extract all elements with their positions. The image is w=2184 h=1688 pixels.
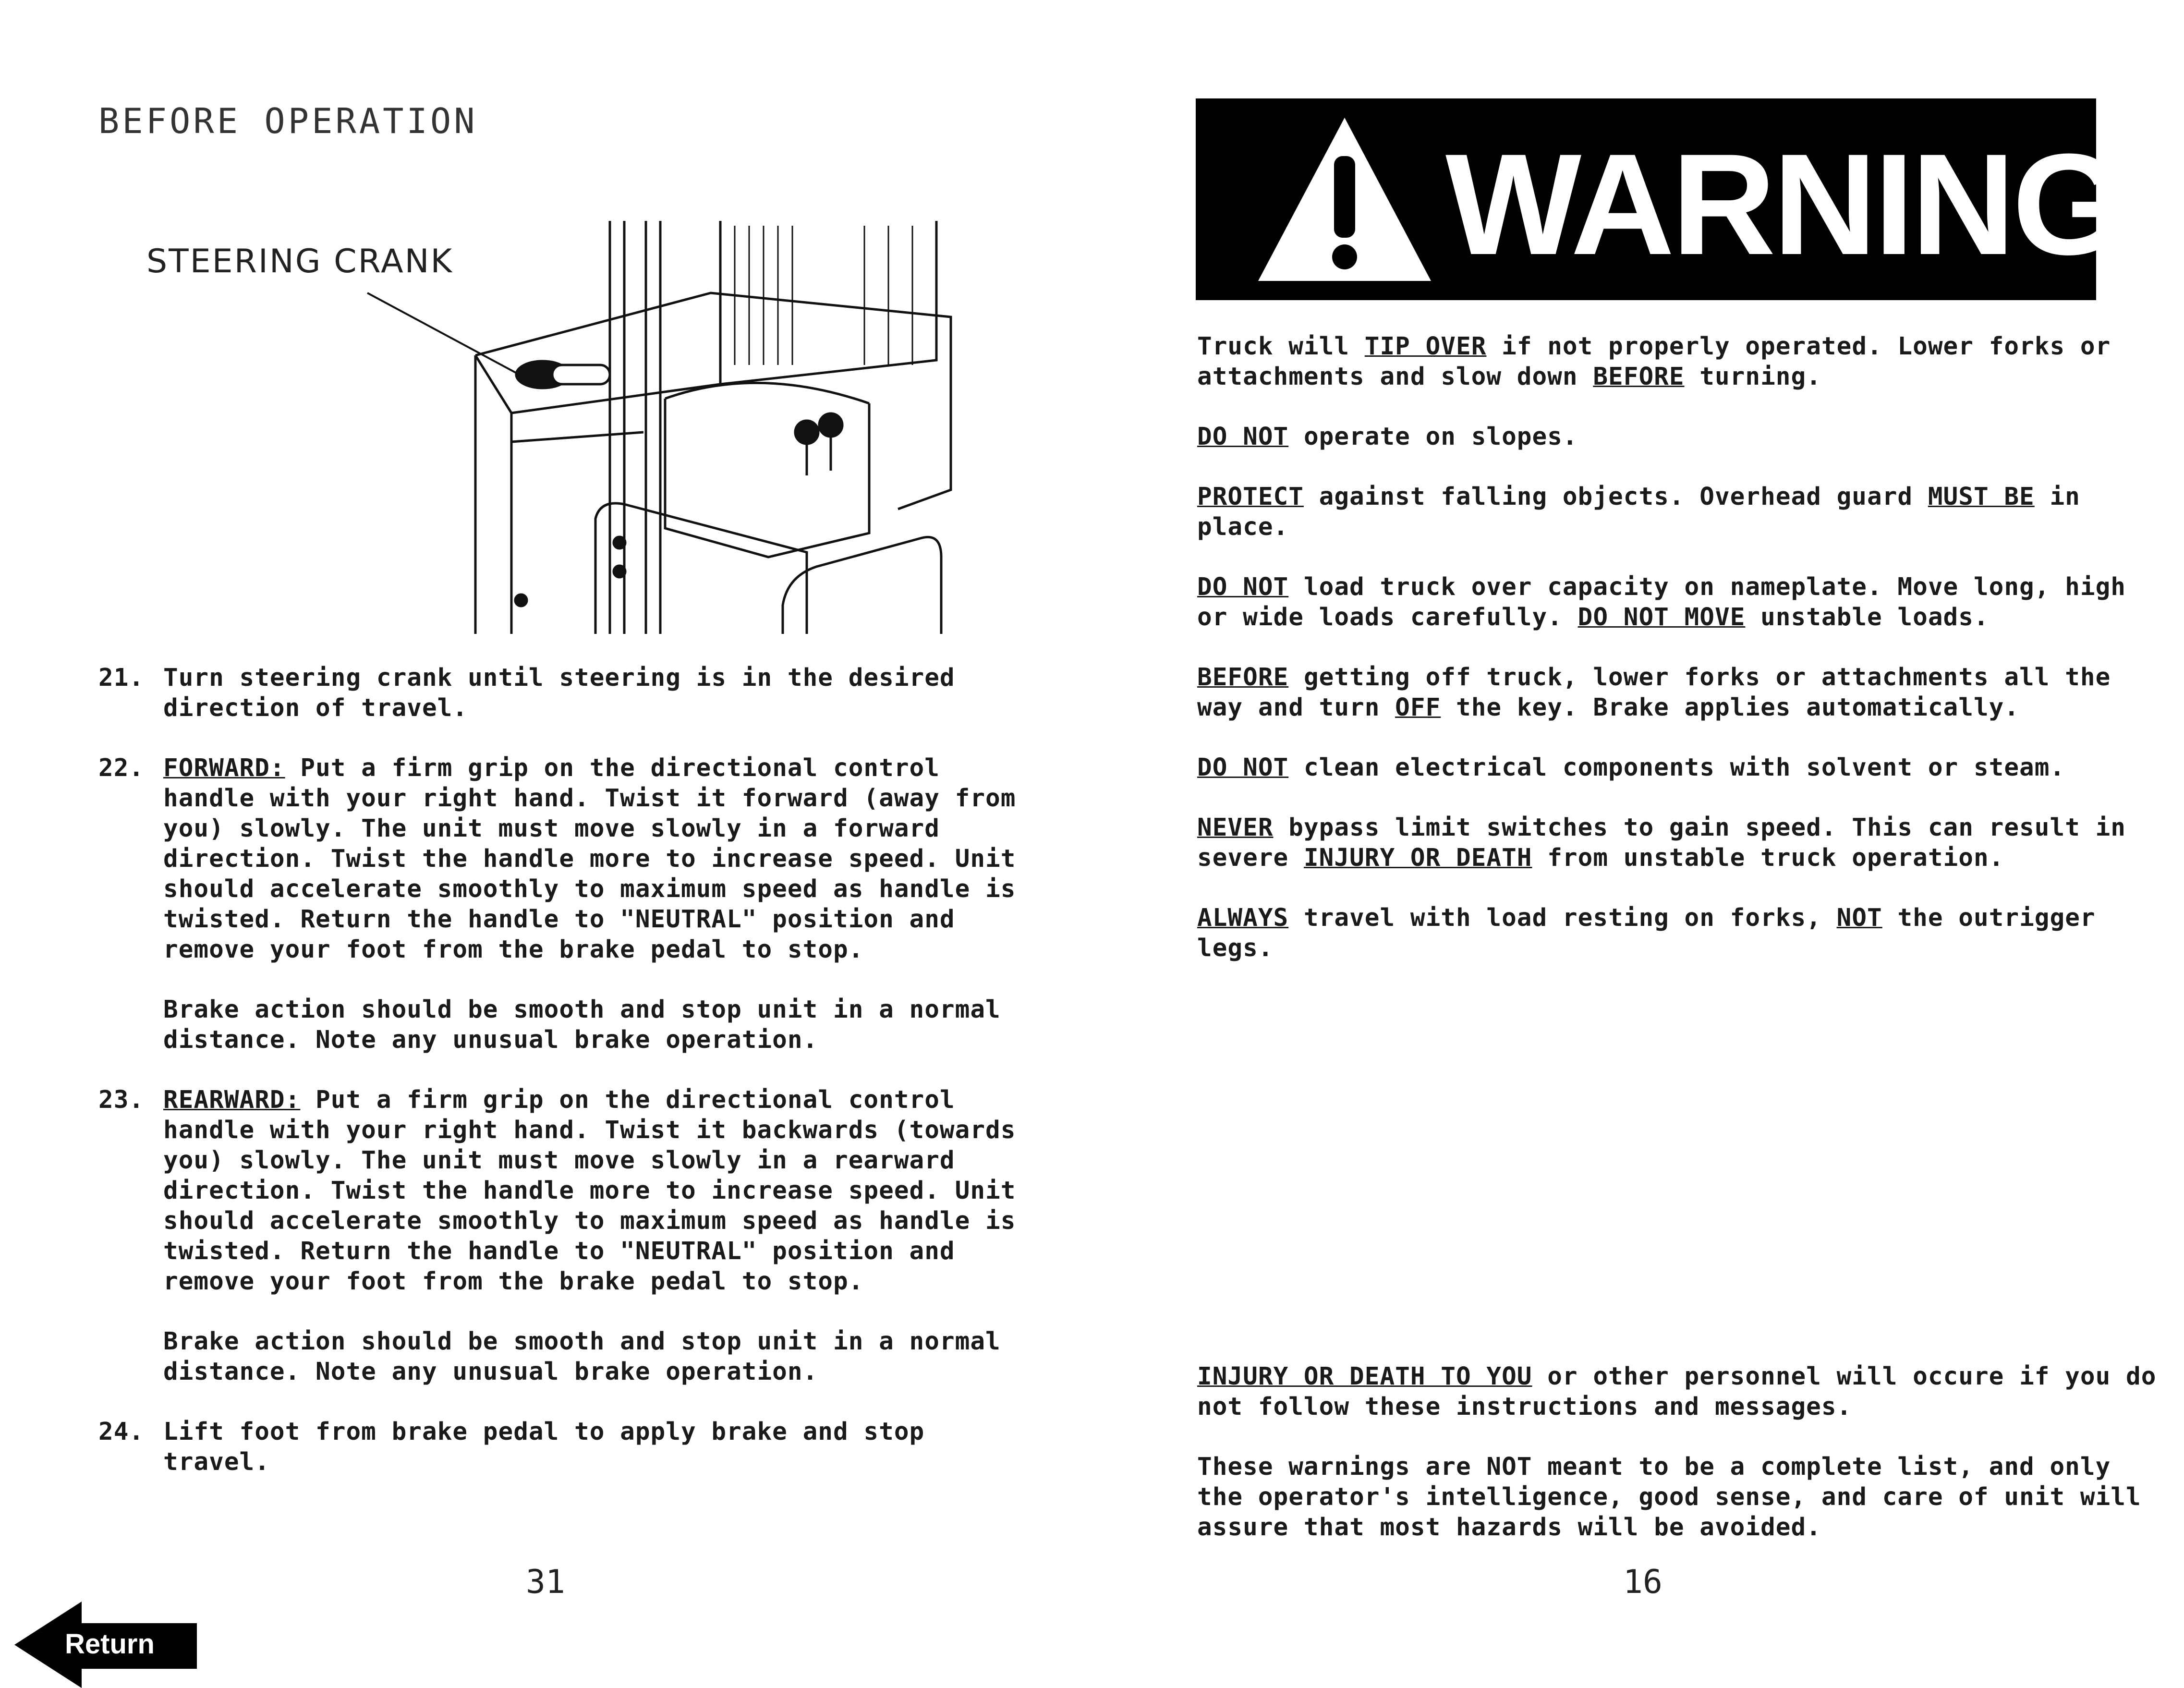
step-label-forward: FORWARD: <box>163 754 285 782</box>
warning-text: from unstable truck operation. <box>1532 844 2004 872</box>
warning-item <box>1197 572 2162 632</box>
footer-paragraph <box>1197 1361 2162 1422</box>
step-23 <box>98 1085 1035 1387</box>
warning-banner <box>1196 98 2122 300</box>
warning-item <box>1197 753 2162 783</box>
warnings-list <box>1197 331 2162 993</box>
warning-text: the outrigger legs. <box>1197 904 2096 962</box>
step-number: 21. <box>98 664 145 692</box>
warning-text: or other personnel will occure if you do not follow these instructions and messages. <box>1197 1362 2157 1421</box>
warning-text: if not properly operated. Lower forks or attachments and slow down <box>1197 332 2111 391</box>
emphasis-text: TIP OVER <box>1364 332 1487 361</box>
warning-text: in place. <box>1197 483 2080 541</box>
warning-text: operate on slopes. <box>1288 423 1578 451</box>
warning-text: load truck over capacity on nameplate. Move long, high or wide loads carefully. <box>1197 573 2126 631</box>
step-24 <box>98 1417 1035 1477</box>
warning-text: clean electrical components with solvent or steam. <box>1288 753 2065 782</box>
steering-crank-label: STEERING CRANK <box>146 243 454 280</box>
warning-item <box>1197 813 2162 873</box>
steps-list <box>98 663 1035 1507</box>
step-label-rearward: REARWARD: <box>163 1086 301 1114</box>
step-21 <box>98 663 1035 723</box>
warning-item <box>1197 422 2162 452</box>
emphasis-text: DO NOT <box>1197 573 1289 601</box>
page-number-right: 16 <box>1623 1563 1662 1601</box>
footer-paragraph <box>1197 1452 2162 1542</box>
warning-item <box>1197 331 2162 392</box>
emphasis-text: BEFORE <box>1197 663 1289 692</box>
emphasis-text: ALWAYS <box>1197 904 1289 932</box>
emphasis-text: INJURY OR DEATH <box>1303 844 1532 872</box>
emphasis-text: DO NOT <box>1197 753 1289 782</box>
section-title: BEFORE OPERATION <box>98 101 478 141</box>
warning-item <box>1197 482 2162 542</box>
return-label: Return <box>65 1628 155 1660</box>
emphasis-text: PROTECT <box>1197 483 1304 511</box>
emphasis-text: OFF <box>1395 693 1441 722</box>
emphasis-text: NOT <box>1836 904 1882 932</box>
warning-text: bypass limit switches to gain speed. This can result in severe <box>1197 814 2126 872</box>
emphasis-text: NEVER <box>1197 814 1274 842</box>
step-text: Put a firm grip on the directional control handle with your right hand. Twist it backwards (towards you) slowly. The unit must move slowly in a rearward direction. Twist the handle more to increase speed. Unit should accelerate smoothly to maximum speed as handle is twisted. Return the handle to "NEUTRAL" position and remove your foot from the brake pedal to stop. <box>163 1086 1016 1296</box>
page-number-left: 31 <box>526 1563 565 1601</box>
steering-crank-illustration <box>144 221 960 634</box>
warning-text: These warnings are NOT meant to be a complete list, and only the operator's intelligence, good sense, and care of unit will assure that most hazards will be avoided. <box>1197 1453 2141 1542</box>
warning-text: the key. Brake applies automatically. <box>1441 693 2020 722</box>
warning-text: against falling objects. Overhead guard <box>1303 483 1928 511</box>
step-22 <box>98 753 1035 1055</box>
step-note: Brake action should be smooth and stop unit in a normal distance. Note any unusual brake operation. <box>163 1327 1001 1386</box>
step-note: Brake action should be smooth and stop unit in a normal distance. Note any unusual brake operation. <box>163 996 1001 1054</box>
step-text: Put a firm grip on the directional control handle with your right hand. Twist it forward (away from you) slowly. The unit must move slowly in a forward direction. Twist the handle more to increase speed. Unit should accelerate smoothly to maximum speed as handle is twisted. Return the handle to "NEUTRAL" position and remove your foot from the brake pedal to stop. <box>163 754 1016 964</box>
step-number: 24. <box>98 1418 145 1446</box>
step-number: 22. <box>98 754 145 782</box>
warning-text: travel with load resting on forks, <box>1288 904 1837 932</box>
warning-text: unstable loads. <box>1745 603 1989 631</box>
step-text: Lift foot from brake pedal to apply brake and stop travel. <box>163 1418 925 1476</box>
warning-title: WARNING <box>1445 123 2122 285</box>
step-number: 23. <box>98 1086 145 1114</box>
warnings-footer <box>1197 1361 2162 1572</box>
emphasis-text: INJURY OR DEATH TO YOU <box>1197 1362 1532 1391</box>
emphasis-text: BEFORE <box>1593 363 1685 391</box>
emphasis-text: DO NOT <box>1197 423 1289 451</box>
step-text: Turn steering crank until steering is in the desired direction of travel. <box>163 664 955 722</box>
warning-text: turning. <box>1684 363 1821 391</box>
emphasis-text: MUST BE <box>1928 483 2035 511</box>
warning-item <box>1197 662 2162 723</box>
return-button[interactable] <box>14 1602 197 1688</box>
warning-text: getting off truck, lower forks or attachments all the way and turn <box>1197 663 2111 722</box>
warning-text: Truck will <box>1197 332 1365 361</box>
emphasis-text: DO NOT MOVE <box>1577 603 1746 631</box>
warning-item <box>1197 903 2162 963</box>
exclamation-triangle-icon <box>1253 113 1436 286</box>
